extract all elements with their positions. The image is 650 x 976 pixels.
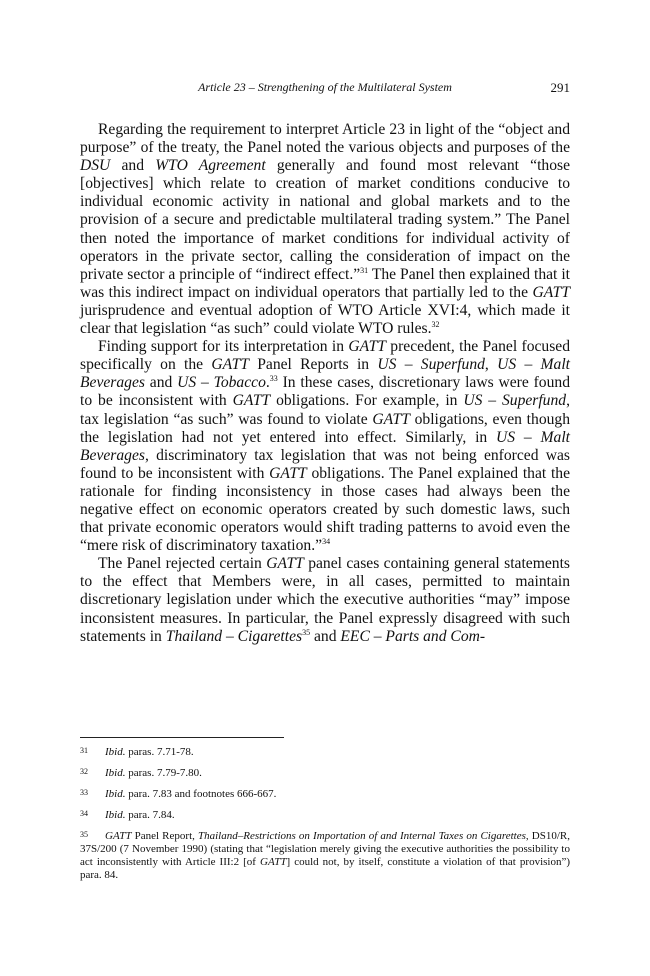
footnote-reference: 34: [322, 537, 331, 547]
italic-text: US – Superfund: [377, 356, 485, 374]
text-run: obligations, even though the legislation had not yet entered into effect. Similarly, in: [80, 410, 571, 446]
text-run: paras. 7.79-7.80.: [125, 767, 202, 779]
footnote-divider: [80, 737, 284, 738]
text-run: Panel Reports in: [248, 356, 378, 374]
footnote-reference: 33: [269, 374, 278, 384]
page-number: 291: [550, 80, 570, 95]
italic-text: GATT: [348, 338, 386, 356]
italic-text: Ibid.: [105, 746, 126, 758]
italic-text: Ibid.: [105, 767, 126, 779]
text-run: and: [110, 157, 156, 175]
footnote-number: 33: [80, 788, 88, 797]
text-run: ,: [484, 356, 498, 374]
text-run: para. 7.84.: [125, 809, 175, 821]
footnote-number: 32: [80, 767, 88, 776]
text-run: precedent, the Panel focused specifically on the: [80, 338, 570, 374]
footnote-reference: 35: [302, 627, 311, 637]
body-text: [80, 121, 570, 646]
text-run: The Panel then explained that it was this indirect impact on individual operators that partially led to the: [80, 265, 570, 301]
footnote: [80, 788, 570, 801]
footnote: [80, 809, 570, 822]
italic-text: Thailand–Restrictions on Importation of and Internal Taxes on Cigarettes: [198, 830, 526, 842]
text-run: and: [310, 627, 341, 645]
italic-text: US – Superfund: [463, 392, 567, 410]
footnote: [80, 830, 570, 882]
italic-text: GATT: [260, 856, 287, 868]
footnote: [80, 746, 570, 759]
text-run: Regarding the requirement to interpret Article 23 in light of the “object and purpose” of the treaty, the Panel noted the various objects and purposes of the: [80, 121, 570, 157]
italic-text: WTO Agreement: [155, 157, 266, 175]
text-run: obligations. The Panel explained that the rationale for finding inconsistency in those cases had always been the negative effect on economic operators created by such domestic laws, such that private economic operators would shift trading patterns to avoid even the “mere risk of discriminatory taxation.”: [80, 464, 570, 555]
italic-text: US – Malt Beverages: [80, 356, 570, 392]
footnote-reference: 32: [431, 320, 440, 330]
text-run: , DS10/R, 37S/200 (7 November 1990) (stating that “legislation merely giving the executive authorities the possibility to act inconsistently with Article III:2 [of: [80, 830, 570, 868]
text-run: and: [144, 374, 178, 392]
italic-text: Thailand – Cigarettes: [165, 627, 303, 645]
footnote-number: 31: [80, 746, 88, 755]
text-run: para. 7.83 and footnotes 666-667.: [125, 788, 277, 800]
text-run: obligations. For example, in: [270, 392, 464, 410]
paragraph: [80, 338, 570, 555]
italic-text: US – Tobacco: [177, 374, 266, 392]
text-run: , tax legislation “as such” was found to violate: [80, 392, 570, 428]
paragraph: [80, 555, 570, 645]
text-run: panel cases containing general statements to the effect that Members were, in all cases, permitted to maintain discretionary legislation under which the executive authorities “may” impose inconsistent measures. In particular, the Panel expressly disagreed with such statements in: [80, 555, 570, 645]
text-run: jurisprudence and eventual adoption of WTO Article XVI:4, which made it clear that legislation “as such” could violate WTO rules.: [80, 301, 570, 338]
text-run: paras. 7.71-78.: [125, 746, 194, 758]
text-run: Finding support for its interpretation in: [98, 338, 349, 356]
footnote-number: 35: [80, 830, 88, 839]
italic-text: GATT: [211, 356, 249, 374]
italic-text: GATT: [266, 555, 304, 573]
italic-text: GATT: [232, 392, 271, 410]
text-run: In these cases, discretionary laws were found to be inconsistent with: [80, 374, 570, 410]
italic-text: GATT: [372, 410, 410, 428]
footnote-reference: 31: [360, 265, 369, 275]
italic-text: Ibid.: [105, 788, 126, 800]
italic-text: US – Malt Beverages: [80, 428, 570, 464]
footnote: [80, 767, 570, 780]
italic-text: GATT: [269, 464, 307, 482]
footnotes: [80, 746, 570, 890]
text-run: , discriminatory tax legislation that was not being enforced was found to be inconsistent with: [80, 446, 570, 482]
text-run: Panel Report,: [131, 830, 198, 842]
text-run: The Panel rejected certain: [98, 555, 267, 573]
running-header: [80, 80, 570, 98]
running-title: Article 23 – Strengthening of the Multilateral System: [198, 80, 452, 94]
italic-text: DSU: [80, 157, 111, 175]
footnote-number: 34: [80, 809, 88, 818]
italic-text: EEC – Parts and Com-: [340, 627, 486, 645]
text-run: generally and found most relevant “those [objectives] which relate to creation of market conditions conducive to individual economic activity in national and global markets and to the provision of a secure and predictable multilateral trading system.” The Panel then noted the importance of market conditions for individual activity of operators in the private sector, calling the consideration of impact on the private sector a principle of “indirect effect.”: [80, 157, 570, 283]
paragraph: [80, 121, 570, 338]
text-run: ] could not, by itself, constitute a violation of that provision”) para. 84.: [80, 856, 571, 881]
italic-text: GATT: [532, 283, 570, 301]
text-run: .: [265, 374, 270, 392]
italic-text: GATT: [105, 830, 132, 842]
italic-text: Ibid.: [105, 809, 126, 821]
